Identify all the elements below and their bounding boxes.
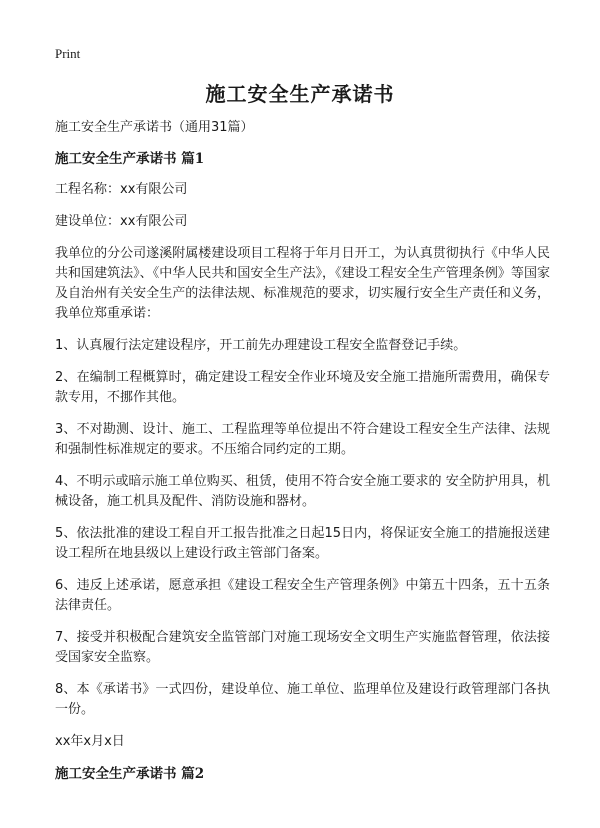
document-subtitle: 施工安全生产承诺书（通用31篇）	[55, 120, 254, 135]
page-title: 施工安全生产承诺书	[205, 82, 395, 106]
section-heading-1: 施工安全生产承诺书 篇1	[55, 151, 205, 167]
commitment-item: 7、接受并积极配合建筑安全监管部门对施工现场安全文明生产实施监督管理，依法接受国家安全监察。	[55, 630, 550, 665]
commitment-item: 1、认真履行法定建设程序，开工前先办理建设工程安全监督登记手续。	[55, 338, 467, 353]
document-date: xx年x月x日	[55, 734, 125, 749]
commitment-item: 4、不明示或暗示施工单位购买、租赁，使用不符合安全施工要求的 安全防护用具，机械设备，施工机具及配件、消防设施和器材。	[55, 474, 550, 509]
construction-unit: 建设单位：xx有限公司	[55, 214, 188, 229]
commitment-item: 5、依法批准的建设工程自开工报告批准之日起15日内，将保证安全施工的措施报送建设工程所在地县级以上建设行政主管部门备案。	[55, 526, 550, 561]
document-body	[55, 118, 550, 795]
print-link[interactable]: Print	[55, 46, 81, 61]
project-name: 工程名称：xx有限公司	[55, 182, 188, 197]
section-heading-2: 施工安全生产承诺书 篇2	[55, 766, 205, 782]
intro-paragraph: 我单位的分公司遂溪附属楼建设项目工程将于年月日开工，为认真贯彻执行《中华人民共和国建筑法》、《中华人民共和国安全生产法》，《建设工程安全生产管理条例》等国家及自治州有关安全生产的法律法规、标准规范的要求，切实履行安全生产责任和义务，我单位郑重承诺：	[55, 246, 550, 321]
commitment-item: 8、本《承诺书》一式四份，建设单位、施工单位、监理单位及建设行政管理部门各执一份。	[55, 682, 550, 717]
commitment-item: 2、在编制工程概算时，确定建设工程安全作业环境及安全施工措施所需费用，确保专款专用，不挪作其他。	[55, 370, 550, 405]
commitment-item: 6、违反上述承诺，愿意承担《建设工程安全生产管理条例》中第五十四条，五十五条法律责任。	[55, 578, 550, 613]
commitment-item: 3、不对勘测、设计、施工、工程监理等单位提出不符合建设工程安全生产法律、法规和强制性标准规定的要求。不压缩合同约定的工期。	[55, 422, 550, 457]
